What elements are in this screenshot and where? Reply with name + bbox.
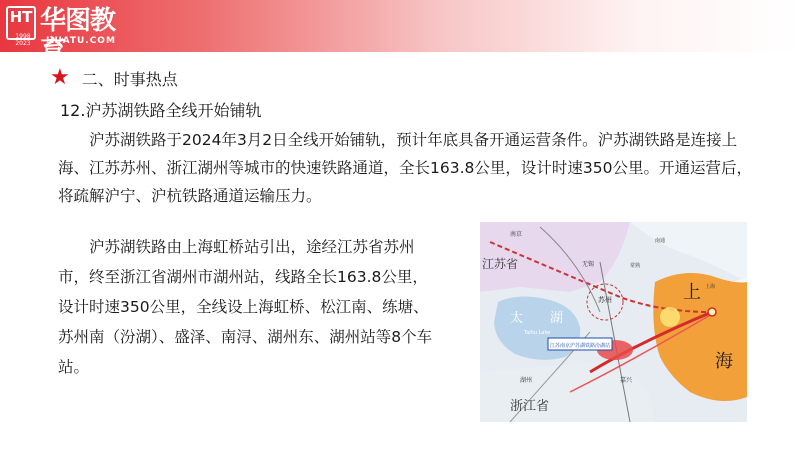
- topic-title: 12.沪苏湖铁路全线开始铺轨: [60, 101, 262, 120]
- railway-map-svg: [480, 222, 747, 422]
- paragraph-1: 沪苏湖铁路于2024年3月2日全线开始铺轨，预计年底具备开通运营条件。沪苏湖铁路是连接上海、江苏苏州、浙江湖州等城市的快速铁路通道，全长163.8公里，设计时速350公里。开通运营后，将疏解沪宁、沪杭铁路通道运输压力。: [58, 131, 752, 205]
- section-heading: [50, 66, 178, 90]
- map-label-zhejiang: 浙江省: [510, 399, 550, 414]
- map-label-jiaxing: 嘉兴: [620, 377, 633, 384]
- map-label-jiangsu: 江苏省: [482, 257, 519, 271]
- map-label-nantong: 南通: [655, 238, 666, 244]
- map-label-wuxi: 无锡: [582, 261, 595, 268]
- map-label-shanghai-1: 上: [683, 282, 701, 303]
- paragraph-2: 沪苏湖铁路由上海虹桥站引出，途经江苏省苏州市，终至浙江省湖州市湖州站，线路全长163.8公里，设计时速350公里，全线设上海虹桥、松江南、练塘、苏州南（汾湖）、盛泽、南浔、湖州东、湖州站等8个车站。: [58, 238, 433, 376]
- huatu-logo[interactable]: [6, 6, 136, 66]
- map-label-taihu-1: 太: [510, 311, 524, 326]
- logo-english-text: HUATU.COM: [46, 36, 116, 46]
- map-banner-text: 江苏南京沪苏湖铁路汾湖站: [549, 343, 611, 349]
- map-label-taihu-en: Taihu Lake: [524, 330, 551, 336]
- map-glow: [660, 307, 680, 327]
- map-label-huzhou: 湖州: [520, 377, 533, 384]
- logo-mark: [6, 6, 36, 47]
- map-label-suzhou: 苏州: [598, 296, 612, 304]
- map-label-nanjing: 南京: [510, 231, 523, 238]
- map-label-taihu-2: 湖: [550, 311, 564, 326]
- logo-mark-text: HT: [9, 8, 33, 26]
- map-label-shanghai-2: 海: [715, 351, 733, 372]
- map-label-changshu: 常熟: [630, 263, 641, 269]
- star-icon: ★: [50, 65, 70, 90]
- map-hongqiao-marker: [708, 308, 716, 316]
- header-bar: [0, 0, 800, 66]
- section-title: 二、时事热点: [81, 69, 178, 89]
- logo-mark-years: 1998 2023: [15, 33, 31, 47]
- railway-map-image: [480, 222, 747, 422]
- map-label-shanghai-small: 上海: [705, 284, 716, 290]
- logo-chinese-text: 华图教育: [40, 6, 116, 66]
